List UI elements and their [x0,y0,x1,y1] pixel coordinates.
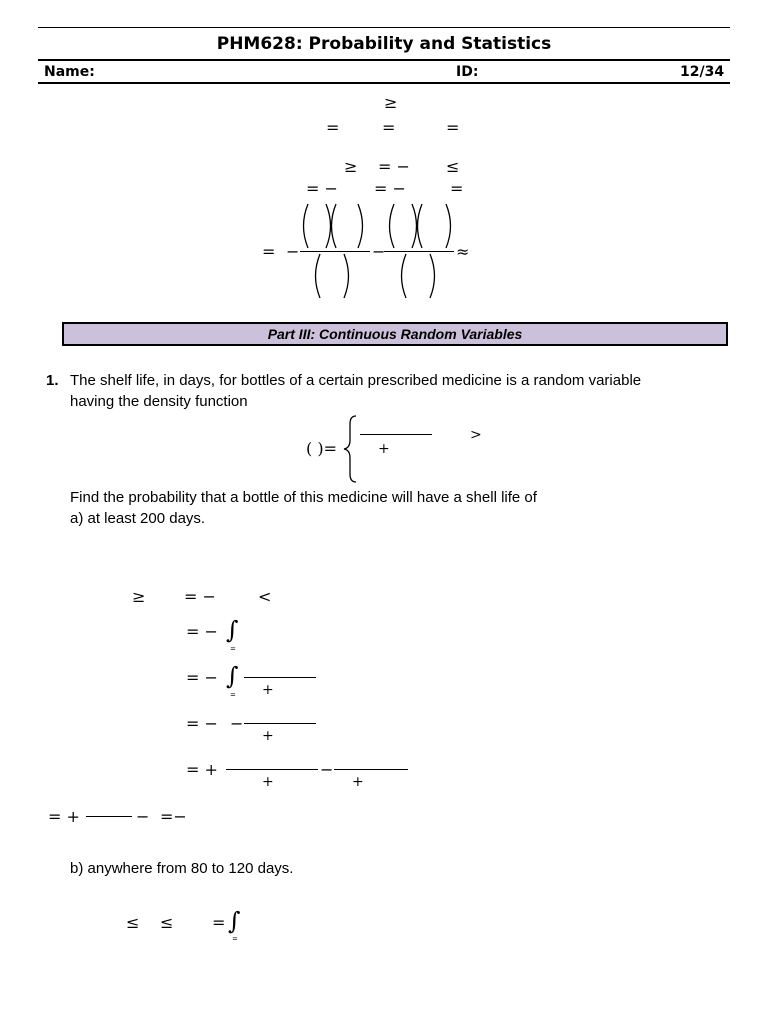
math-leq: ≤ [126,913,140,932]
math-eq-minus: = − [186,622,218,641]
math-eq-minus: = − [306,179,338,198]
question-text-line: having the density function [70,393,248,410]
integral-limit: = [232,935,238,943]
math-leq: ≤ [160,913,174,932]
math-geq: ≥ [384,93,398,112]
math-plus: + [378,441,390,457]
math-geq: ≥ [344,157,358,176]
parenthesis-group [0,0,768,320]
math-eq-minus: = − [184,587,216,606]
math-neg-eq: =− [160,807,187,826]
part-b-label: b) anywhere from 80 to 120 days. [70,860,294,877]
math-plus: + [262,728,274,744]
math-plus: + [262,682,274,698]
math-leq: ≤ [446,157,460,176]
math-minus: − [286,242,300,261]
fraction-bar [244,723,316,724]
math-minus: − [320,760,334,779]
math-lt: < [258,587,272,606]
math-minus: − [230,714,244,733]
math-eq-minus: = − [186,668,218,687]
course-title: PHM628: Probability and Statistics [216,34,552,54]
integral-sign: ∫ [226,616,239,644]
fraction-bar [226,769,318,770]
integral-limit: = [230,645,236,653]
density-function-lhs: ( )= [306,439,337,458]
page-number: 12/34 [680,64,725,80]
id-label: ID: [456,64,479,80]
part-a-label: a) at least 200 days. [70,510,206,527]
name-label: Name: [44,64,95,80]
fraction-bar [334,769,408,770]
integral-limit: = [230,691,236,699]
math-minus: − [136,807,150,826]
math-eq: = [450,179,464,198]
math-minus: − [372,242,386,261]
integral-sign: ∫ [226,662,239,690]
math-eq: = [326,118,340,137]
math-plus: + [262,774,274,790]
math-approx: ≈ [456,242,470,261]
math-eq: = [262,242,276,261]
math-gt: > [470,427,482,443]
question-number: 1. [46,372,59,389]
fraction-bar [244,677,316,678]
math-eq-minus: = − [374,179,406,198]
math-eq-minus: = − [186,714,218,733]
math-geq: ≥ [132,587,146,606]
math-eq: = [212,913,226,932]
question-text-line: Find the probability that a bottle of this medicine will have a shell life of [70,489,537,506]
math-plus: + [352,774,364,790]
math-eq-plus: = + [48,807,80,826]
section-title: Part III: Continuous Random Variables [62,322,728,346]
math-eq-minus: = − [378,157,410,176]
math-eq: = [382,118,396,137]
integral-sign: ∫ [228,907,241,935]
math-eq: = [446,118,460,137]
fraction-bar [360,434,432,435]
math-eq-plus: = + [186,760,218,779]
question-text-line: The shelf life, in days, for bottles of a certain prescribed medicine is a random variable [70,372,642,389]
fraction-bar [86,816,132,817]
